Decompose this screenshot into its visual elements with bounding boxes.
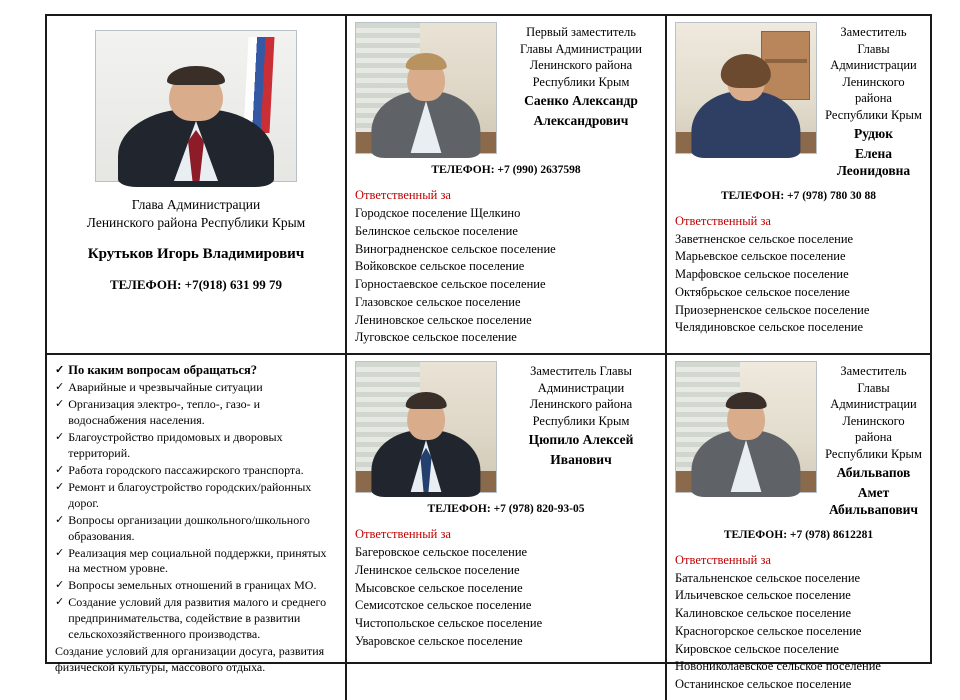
deputy-rudyuk-name-line-1: Елена Леонидовна: [836, 145, 911, 179]
list-item: Городское поселение Щелкино: [355, 206, 521, 220]
contacts-grid: [45, 14, 932, 692]
list-item: Заветненское сельское поселение: [675, 231, 854, 246]
check-icon: ✓: [55, 430, 65, 443]
deputy-abilvapov-post-line-0: Заместитель Главы: [840, 364, 907, 395]
questions-tail: Создание условий для организации досуга, развития физической культуры, массового отдыха.: [55, 644, 325, 675]
list-item-label: Аварийные и чрезвычайные ситуации: [68, 380, 263, 394]
list-item: Виноградненское сельское поселение: [355, 241, 556, 256]
first-deputy-resp-header: Ответственный за: [355, 188, 451, 202]
list-item-label: Организация электро-, тепло-, газо- и водоснабжения населения.: [68, 396, 261, 427]
photo-deputy-tsupilo: [355, 361, 497, 493]
list-item-label: Вопросы организации дошкольного/школьного образования.: [68, 512, 310, 543]
deputy-tsupilo-post-line-2: Ленинского района: [529, 397, 633, 411]
list-item: Мысовское сельское поселение: [355, 580, 523, 595]
list-item: Семисотское сельское поселение: [355, 598, 532, 613]
first-deputy-titleblock: [505, 22, 657, 129]
first-deputy-post-line-0: Первый заместитель: [526, 25, 636, 39]
deputy-rudyuk-name-line-0: Рудюк: [853, 126, 894, 141]
list-item: Останинское сельское поселение: [675, 677, 852, 692]
check-icon: ✓: [55, 546, 65, 559]
cell-deputy-rudyuk: [667, 16, 930, 355]
deputy-abilvapov-phone: ТЕЛЕФОН: +7 (978) 8612281: [723, 528, 874, 541]
photo-deputy-rudyuk: [675, 22, 817, 154]
head-phone: ТЕЛЕФОН: +7(918) 631 99 79: [110, 277, 282, 293]
deputy-rudyuk-phone: ТЕЛЕФОН: +7 (978) 780 30 88: [720, 189, 876, 202]
first-deputy-post-line-2: Ленинского района: [529, 58, 633, 72]
deputy-abilvapov-resp-list: [675, 570, 922, 694]
list-item: Новониколаевское сельское поселение: [675, 659, 881, 674]
deputy-tsupilo-resp-header: Ответственный за: [355, 527, 451, 541]
list-item: Горностаевское сельское поселение: [355, 277, 546, 291]
check-icon: ✓: [55, 596, 65, 609]
list-item-label: Ремонт и благоустройство городских/районных дорог.: [68, 479, 312, 510]
list-item-label: Работа городского пассажирского транспорта.: [68, 462, 304, 477]
first-deputy-name-line-0: Саенко Александр: [524, 93, 638, 108]
deputy-tsupilo-post-line-1: Администрации: [537, 380, 625, 395]
cell-questions: [47, 355, 347, 700]
list-item: [55, 380, 337, 396]
deputy-tsupilo-name-line-1: Иванович: [550, 451, 612, 467]
deputy-tsupilo-post-line-3: Республики Крым: [532, 413, 630, 428]
head-post-line1: Глава Администрации: [131, 197, 261, 212]
check-icon: ✓: [55, 480, 65, 493]
first-deputy-post-line-3: Республики Крым: [532, 74, 630, 89]
first-deputy-phone: ТЕЛЕФОН: +7 (990) 2637598: [431, 164, 581, 176]
check-icon: ✓: [55, 579, 65, 592]
deputy-rudyuk-header: [675, 22, 922, 180]
list-item: Войковское сельское поселение: [355, 259, 525, 274]
deputy-abilvapov-name-line-0: Абильвапов: [836, 465, 911, 480]
deputy-rudyuk-post-line-2: Ленинского района: [842, 74, 905, 105]
deputy-tsupilo-resp-list: [355, 544, 657, 651]
list-item: [55, 578, 337, 594]
deputy-tsupilo-header: [355, 361, 657, 493]
questions-list: [55, 380, 337, 643]
photo-first-deputy: [355, 22, 497, 154]
check-icon: ✓: [55, 364, 65, 376]
list-item: Уваровское сельское поселение: [355, 633, 523, 648]
deputy-abilvapov-titleblock: [825, 361, 922, 519]
deputy-abilvapov-post-line-3: Республики Крым: [825, 446, 922, 461]
list-item: Белинское сельское поселение: [355, 223, 518, 238]
head-name: Крутьков Игорь Владимирович: [87, 246, 305, 263]
deputy-rudyuk-resp-header: Ответственный за: [675, 213, 771, 228]
list-item: Марьевское сельское поселение: [675, 249, 846, 264]
first-deputy-header: [355, 22, 657, 154]
questions-title-row: [55, 363, 337, 378]
deputy-rudyuk-post-line-3: Республики Крым: [825, 107, 922, 122]
list-item: [55, 463, 337, 479]
deputy-abilvapov-post-line-2: Ленинского района: [842, 413, 905, 444]
deputy-tsupilo-titleblock: [505, 361, 657, 468]
cell-deputy-abilvapov: [667, 355, 930, 700]
list-item: Лениновское сельское поселение: [355, 312, 532, 327]
list-item-label: Благоустройство придомовых и дворовых территорий.: [68, 429, 283, 460]
head-post-line2: Ленинского района Республики Крым: [86, 215, 306, 231]
deputy-rudyuk-post-line-1: Администрации: [830, 58, 917, 72]
list-item: [55, 480, 337, 512]
deputy-rudyuk-resp-list: [675, 231, 922, 338]
deputy-tsupilo-post-line-0: Заместитель Главы: [530, 364, 632, 378]
list-item: [55, 595, 337, 643]
deputy-abilvapov-post-line-1: Администрации: [830, 397, 917, 411]
list-item-label: Реализация мер социальной поддержки, принятых на местном уровне.: [68, 545, 327, 576]
list-item: Ильичевское сельское поселение: [675, 588, 851, 603]
list-item: Калиновское сельское поселение: [675, 606, 852, 621]
first-deputy-name-line-1: Александрович: [533, 112, 629, 128]
list-item: [55, 430, 337, 462]
check-icon: ✓: [55, 463, 65, 476]
list-item: Луговское сельское поселение: [355, 330, 517, 345]
photo-head-of-administration: [95, 30, 297, 182]
list-item: Батальненское сельское поселение: [675, 570, 861, 585]
deputy-abilvapov-name-line-1: Амет Абильвапович: [828, 484, 919, 518]
list-item: Чистопольское сельское поселение: [355, 616, 543, 630]
check-icon: ✓: [55, 513, 65, 526]
deputy-tsupilo-name-line-0: Цюпило Алексей: [528, 432, 634, 447]
list-item: Челядиновское сельское поселение: [675, 320, 864, 335]
list-item: [55, 546, 337, 578]
cell-first-deputy: [347, 16, 667, 355]
list-item-label: Вопросы земельных отношений в границах МО.: [68, 578, 317, 593]
photo-deputy-abilvapov: [675, 361, 817, 493]
list-item-label: Создание условий для развития малого и среднего предпринимательства, содействие в развитии сельскохозяйственного производства.: [68, 595, 327, 642]
deputy-rudyuk-titleblock: [825, 22, 922, 180]
list-item: [55, 513, 337, 545]
deputy-abilvapov-header: [675, 361, 922, 519]
list-item: Багеровское сельское поселение: [355, 545, 528, 559]
first-deputy-resp-list: [355, 205, 657, 347]
list-item: Глазовское сельское поселение: [355, 294, 521, 309]
list-item: Приозерненское сельское поселение: [675, 302, 870, 317]
head-post: [87, 196, 305, 232]
list-item: Красногорское сельское поселение: [675, 623, 862, 638]
list-item: [55, 397, 337, 429]
first-deputy-post-line-1: Главы Администрации: [520, 41, 642, 56]
deputy-abilvapov-resp-header: Ответственный за: [675, 552, 771, 567]
list-item: Октябрьское сельское поселение: [675, 284, 850, 299]
questions-title: По каким вопросам обращаться?: [68, 363, 258, 377]
list-item: Кировское сельское поселение: [675, 641, 839, 656]
check-icon: ✓: [55, 381, 65, 393]
cell-head-of-administration: [47, 16, 347, 355]
list-item: Ленинское сельское поселение: [355, 562, 520, 577]
cell-deputy-tsupilo: [347, 355, 667, 700]
deputy-tsupilo-phone: ТЕЛЕФОН: +7 (978) 820-93-05: [427, 503, 585, 515]
deputy-rudyuk-post-line-0: Заместитель Главы: [840, 25, 907, 56]
check-icon: ✓: [55, 397, 65, 410]
list-item: Марфовское сельское поселение: [675, 267, 849, 282]
